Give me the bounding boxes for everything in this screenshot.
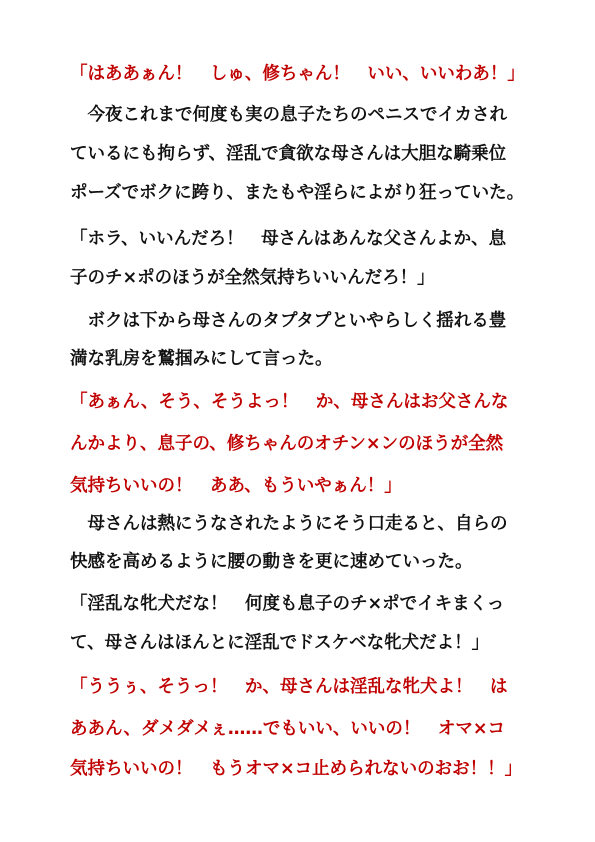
narration-line-4: ポーズでボクに跨り、またもや淫らによがり狂っていた。 [70, 183, 525, 203]
narration-line-7: ボクは下から母さんのタプタプといやらしく揺れる豊 [70, 311, 507, 331]
narration-line-12: 母さんは熱にうなされたようにそう口走ると、自らの [70, 514, 508, 534]
narration-line-3: ているにも拘らず、淫乱で貪欲な母さんは大胆な騎乗位 [70, 144, 507, 164]
dialogue-line-10: んかより、息子の、修ちゃんのオチン×ンのほうが全然 [70, 434, 504, 454]
dialogue-line-15: て、母さんはほんとに淫乱でドスケベな牝犬だよ！」 [70, 633, 490, 653]
narration-line-2: 今夜これまで何度も実の息子たちのペニスでイカされ [70, 105, 507, 125]
narration-line-8: 満な乳房を鷲掴みにして言った。 [70, 349, 333, 369]
narration-line-13: 快感を高めるように腰の動きを更に速めていった。 [70, 552, 473, 572]
dialogue-line-14: 「淫乱な牝犬だな！ 何度も息子のチ×ポでイキまくっ [70, 594, 505, 614]
dialogue-line-17: ああん、ダメダメぇ……でもいい、いいの！ オマ×コ [70, 719, 506, 739]
dialogue-line-5: 「ホラ、いいんだろ！ 母さんはあんな父さんよか、息 [70, 229, 507, 249]
dialogue-line-1: 「はああぁん！ しゅ、修ちゃん！ いい、いいわあ！」 [70, 64, 525, 84]
dialogue-line-6: 子のチ×ポのほうが全然気持ちいいんだろ！」 [70, 268, 435, 288]
dialogue-line-9: 「あぁん、そう、そうよっ！ か、母さんはお父さんな [70, 392, 509, 412]
dialogue-line-16: 「ううぅ、そうっ！ か、母さんは淫乱な牝犬よ！ は [70, 677, 508, 697]
dialogue-line-18: 気持ちいいの！ もうオマ×コ止められないのおお！！」 [70, 759, 523, 779]
dialogue-line-11: 気持ちいいの！ ああ、もういやぁん！」 [70, 476, 402, 496]
